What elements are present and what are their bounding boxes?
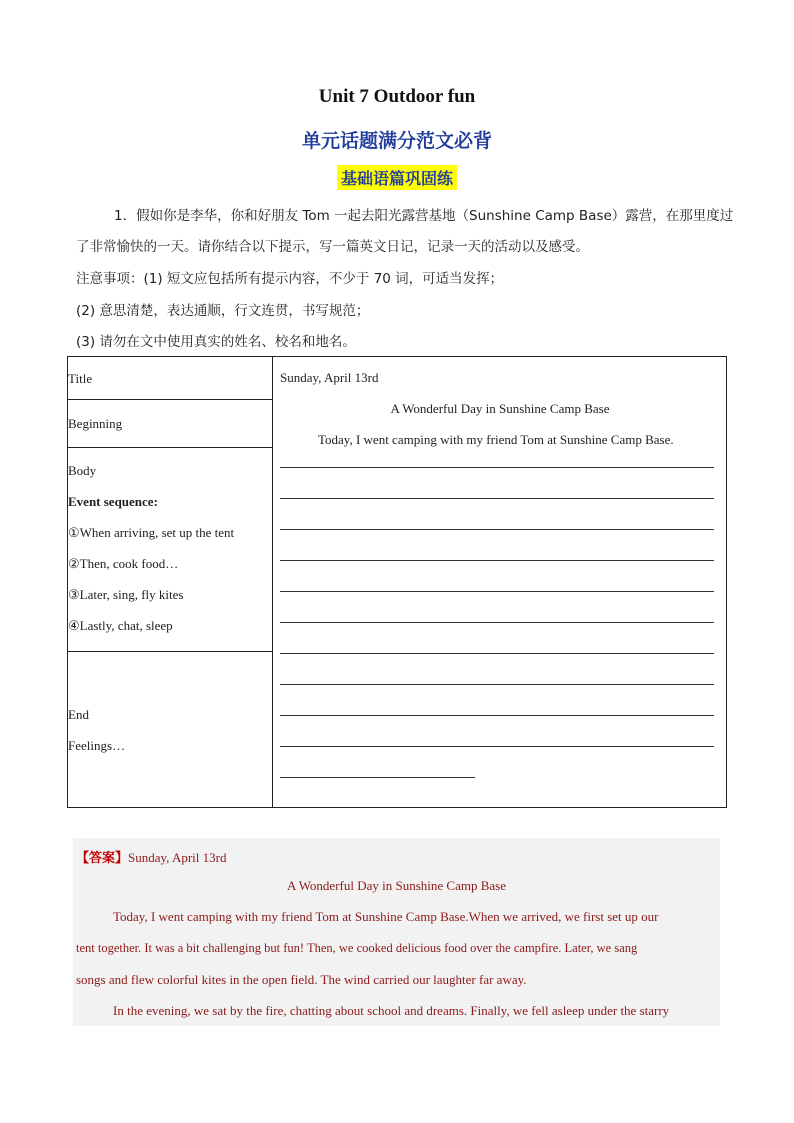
writing-line <box>280 498 714 499</box>
event-sequence-heading: Event sequence: <box>68 494 158 509</box>
note-3: (3) 请勿在文中使用真实的姓名、校名和地名。 <box>76 334 356 350</box>
outline-end-cell <box>68 652 273 808</box>
writing-area[interactable] <box>273 357 727 808</box>
prompt-line-1: 1．假如你是李华，你和好朋友 Tom 一起去阳光露营基地（Sunshine Camp Base）露营，在那里度过 <box>114 208 734 224</box>
writing-line <box>280 467 714 468</box>
writing-line <box>280 684 714 685</box>
writing-line <box>280 653 714 654</box>
outline-beginning: Beginning <box>68 416 123 431</box>
answer-line: In the evening, we sat by the fire, chatting about school and dreams. Finally, we fell asleep under the starry <box>113 1003 670 1018</box>
answer-tag: 【答案】 <box>76 850 129 865</box>
outline-feelings: Feelings… <box>68 738 126 753</box>
writing-line <box>280 560 714 561</box>
page-subtitle: 单元话题满分范文必背 <box>301 130 492 152</box>
section-heading-wrap <box>0 165 794 190</box>
prompt-line-2: 了非常愉快的一天。请你结合以下提示，写一篇英文日记，记录一天的活动以及感受。 <box>76 239 589 255</box>
writing-date: Sunday, April 13rd <box>280 370 379 385</box>
writing-opening: Today, I went camping with my friend Tom at Sunshine Camp Base. <box>318 432 674 447</box>
answer-first-line <box>76 847 226 866</box>
writing-line <box>280 622 714 623</box>
writing-line <box>280 529 714 530</box>
answer-heading: A Wonderful Day in Sunshine Camp Base <box>287 878 506 893</box>
event-item: ③Later, sing, fly kites <box>68 587 184 602</box>
answer-line: songs and flew colorful kites in the open field. The wind carried our laughter far away. <box>76 972 527 987</box>
event-item: ①When arriving, set up the tent <box>68 525 235 540</box>
answer-line: Today, I went camping with my friend Tom at Sunshine Camp Base.When we arrived, we first set up our <box>113 909 659 924</box>
outline-title: Title <box>68 371 93 386</box>
outline-body: Body <box>68 463 97 478</box>
answer-line: tent together. It was a bit challenging but fun! Then, we cooked delicious food over the campfire. Later, we sang <box>76 941 638 955</box>
outline-end: End <box>68 707 89 722</box>
note-2: (2) 意思清楚，表达通顺，行文连贯，书写规范； <box>76 303 370 319</box>
outline-title-cell <box>68 357 273 400</box>
section-heading: 基础语篇巩固练 <box>337 165 457 190</box>
page-title: Unit 7 Outdoor fun <box>318 86 476 107</box>
writing-line-short <box>280 777 475 778</box>
writing-line <box>280 746 714 747</box>
answer-date: Sunday, April 13rd <box>128 850 227 865</box>
note-1: 注意事项：(1) 短文应包括所有提示内容，不少于 70 词，可适当发挥； <box>76 271 504 287</box>
writing-line <box>280 715 714 716</box>
writing-heading: A Wonderful Day in Sunshine Camp Base <box>390 401 610 416</box>
outline-body-cell <box>68 448 273 652</box>
answer-box <box>73 838 720 1026</box>
writing-line <box>280 591 714 592</box>
event-item: ④Lastly, chat, sleep <box>68 618 173 633</box>
event-item: ②Then, cook food… <box>68 556 179 571</box>
outline-beginning-cell <box>68 400 273 448</box>
outline-table <box>67 356 727 808</box>
